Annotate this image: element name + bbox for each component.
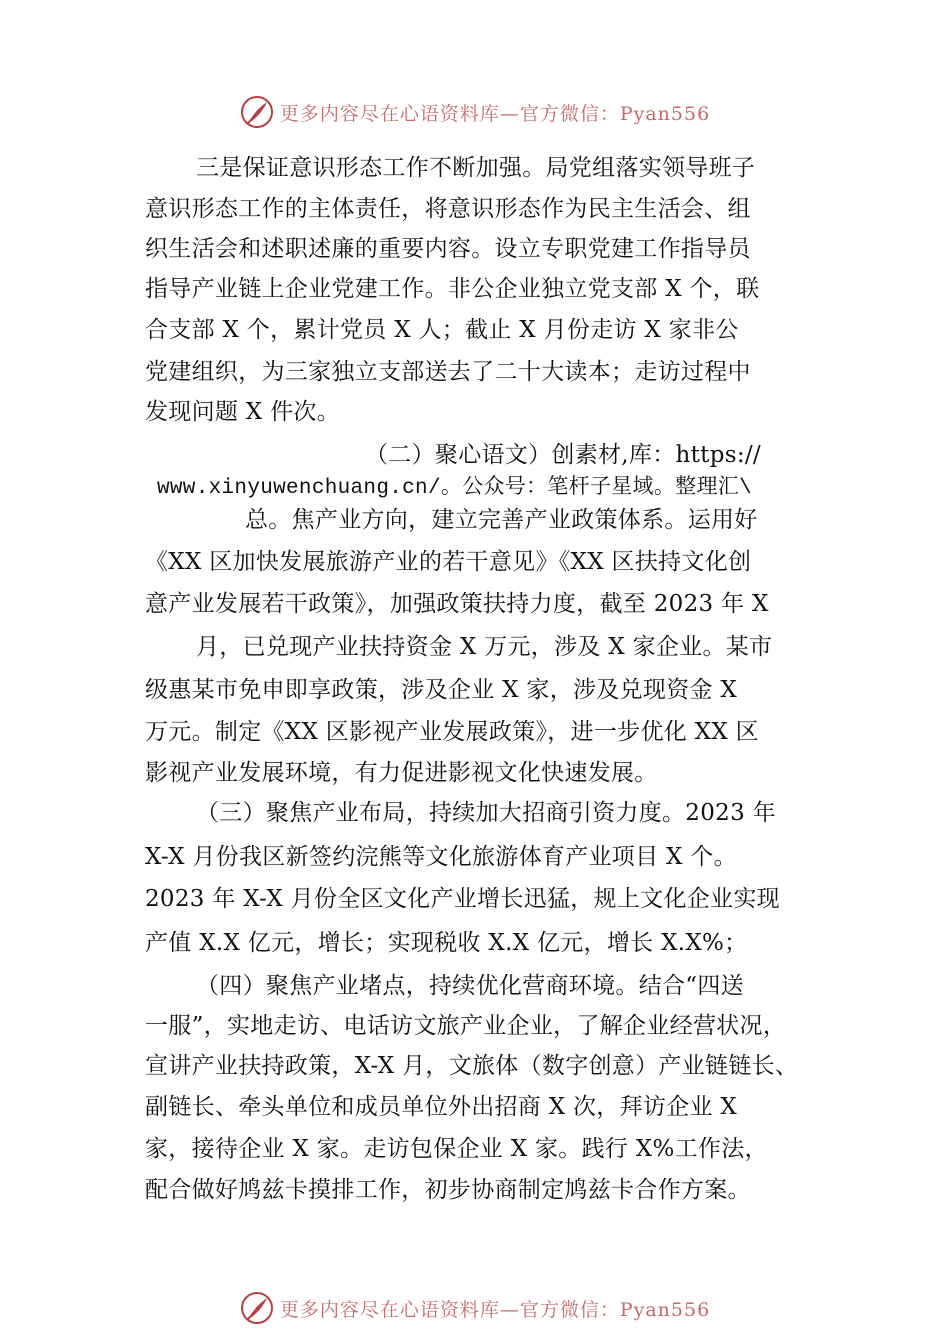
body-line: 副链长、牵头单位和成员单位外出招商 X 次，拜访企业 X: [145, 1094, 738, 1120]
body-line: （三）聚焦产业布局，持续加大招商引资力度。2023 年: [196, 800, 776, 826]
quill-logo-icon: [240, 95, 274, 129]
body-line: 三是保证意识形态工作不断加强。局党组落实领导班子: [196, 155, 756, 181]
body-line: 意产业发展若干政策》，加强政策扶持力度，截至 2023 年 X: [145, 591, 769, 617]
body-line: 家，接待企业 X 家。走访包保企业 X 家。践行 X%工作法，: [145, 1136, 768, 1162]
body-line: 配合做好鸠兹卡摸排工作，初步协商制定鸠兹卡合作方案。: [145, 1177, 751, 1203]
body-line: 万元。制定《XX 区影视产业发展政策》，进一步优化 XX 区: [145, 719, 759, 745]
header-watermark: [0, 92, 950, 132]
watermark-text: 更多内容尽在心语资料库—官方微信：Pyan556: [279, 1298, 711, 1321]
body-line: 织生活会和述职述廉的重要内容。设立专职党建工作指导员: [145, 236, 751, 262]
body-line-mixed: （二）聚心语文）创素材,库：https://: [365, 442, 761, 468]
body-line: 产值 X.X 亿元，增长；实现税收 X.X 亿元，增长 X.X%；: [145, 930, 748, 956]
body-line: 2023 年 X-X 月份全区文化产业增长迅猛，规上文化企业实现: [145, 886, 780, 912]
body-line: 合支部 X 个，累计党员 X 人；截止 X 月份走访 X 家非公: [145, 317, 739, 343]
body-line: 党建组织，为三家独立支部送去了二十大读本；走访过程中: [145, 359, 751, 385]
body-line: X-X 月份我区新签约浣熊等文化旅游体育产业项目 X 个。: [145, 844, 737, 870]
body-line: （四）聚焦产业堵点，持续优化营商环境。结合“四送: [196, 973, 744, 999]
body-line: 《XX 区加快发展旅游产业的若干意见》《XX 区扶持文化创: [145, 549, 752, 575]
body-line: 宣讲产业扶持政策，X-X 月，文旅体（数字创意）产业链链长、: [145, 1053, 799, 1079]
body-line: 意识形态工作的主体责任，将意识形态作为民主生活会、组: [145, 196, 751, 222]
body-line: 发现问题 X 件次。: [145, 399, 340, 425]
body-line: 一服”，实地走访、电话访文旅产业企业，了解企业经营状况，: [145, 1013, 787, 1039]
body-line: 指导产业链上企业党建工作。非公企业独立党支部 X 个，联: [145, 276, 760, 302]
body-line: 级惠某市免申即享政策，涉及企业 X 家，涉及兑现资金 X: [145, 677, 738, 703]
body-line-url: www.xinyuwenchuang.cn/。公众号：笔杆子星域。整理汇\: [157, 477, 752, 500]
body-line: 总。焦产业方向，建立完善产业政策体系。运用好: [245, 507, 758, 533]
body-line: 月，已兑现产业扶持资金 X 万元，涉及 X 家企业。某市: [196, 634, 773, 660]
watermark-text: 更多内容尽在心语资料库—官方微信：Pyan556: [279, 102, 711, 125]
quill-logo-icon: [240, 1291, 274, 1325]
body-line: 影视产业发展环境，有力促进影视文化快速发展。: [145, 760, 658, 786]
footer-watermark: [0, 1288, 950, 1328]
